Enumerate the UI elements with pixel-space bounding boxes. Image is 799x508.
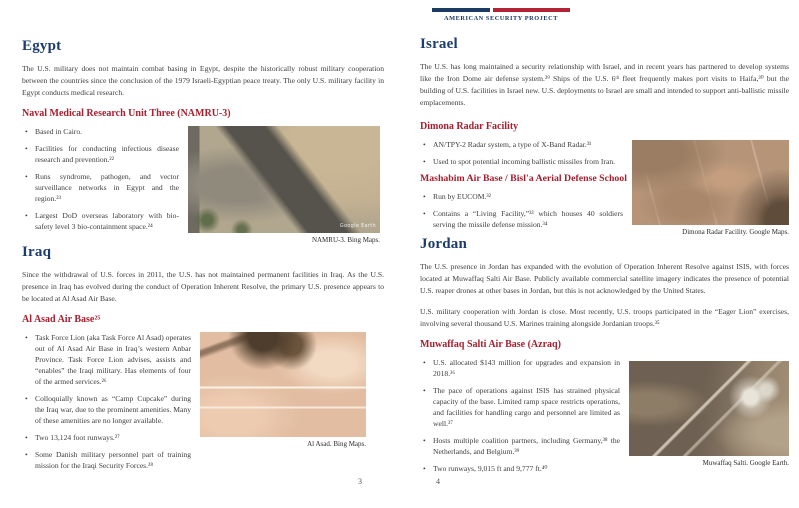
section-title-iraq: Iraq (22, 244, 52, 260)
bullet-text: • Two runways, 9,015 ft and 9,777 ft.⁴⁰ (433, 464, 548, 473)
list-item (22, 393, 191, 426)
google-earth-watermark: Google Earth (339, 223, 376, 229)
bullet-text: • Some Danish military personnel part of training mission for the Iraqi Security Forces.²⁸ (35, 450, 191, 470)
namru-satellite-image (188, 126, 380, 233)
list-item (22, 126, 179, 137)
section-title-israel: Israel (420, 36, 458, 52)
subsection-heading-namru: Naval Medical Research Unit Three (NAMRU-3) (22, 108, 231, 119)
bullet-text: • Contains a “Living Facility,”³³ which houses 40 soldiers serving the missile defense mission.³⁴ (433, 209, 623, 229)
jordan-intro-paragraph-1: The U.S. presence in Jordan has expanded with the evolution of Operation Inherent Resolve against ISIS, with forces located at Muwaffaq Salti Air Base. Publicly available commercial satellite imagery indicates the presence of potential U.S. reaper drones at other bases in Jordan, but this is not acknowledged by the United States. (420, 262, 789, 295)
israel-left-column (420, 118, 632, 236)
muwaffaq-image-caption: Muwaffaq Salti. Google Earth. (702, 459, 789, 467)
list-item (22, 210, 179, 232)
muwaffaq-bullet-list (420, 357, 629, 480)
list-item (420, 139, 623, 150)
bullet-text: • U.S. allocated $143 million for upgrades and expansion in 2018.³⁶ (433, 358, 620, 378)
bullet-text: • Run by EUCOM.³² (433, 192, 491, 201)
jordan-intro-paragraph-2: U.S. military cooperation with Jordan is close. Most recently, U.S. troops participated in the “Eager Lion” exercises, involving several thousand U.S. Marines training alongside Jordanian troops.³⁵ (420, 307, 789, 328)
subsection-heading-muwaffaq: Muwaffaq Salti Air Base (Azraq) (420, 339, 561, 350)
bullet-text: • AN/TPY-2 Radar system, a type of X-Band Radar.³¹ (433, 140, 592, 149)
alasad-satellite-image (200, 332, 366, 437)
dimona-image-caption: Dimona Radar Facility. Google Maps. (682, 228, 789, 236)
namru-figure (188, 126, 380, 244)
list-item (22, 449, 191, 471)
page-4 (400, 0, 799, 508)
alasad-image-caption: Al Asad. Bing Maps. (307, 440, 366, 448)
alasad-bullet-list (22, 332, 200, 477)
bullet-text: • Runs syndrome, pathogen, and vector surveillance networks in Egypt and the region.²³ (35, 172, 179, 203)
bullet-text: • Used to spot potential incoming ballistic missiles from Iran. (433, 157, 616, 166)
namru-image-caption: NAMRU-3. Bing Maps. (311, 236, 380, 244)
subsection-heading-dimona: Dimona Radar Facility (420, 121, 519, 132)
asp-logo-bar (432, 8, 570, 12)
namru-columns (22, 126, 384, 244)
egypt-intro-paragraph: The U.S. military does not maintain combat basing in Egypt, despite the historically robust military cooperation between the countries since the conclusion of the 1979 Israeli-Egyptian peace treaty. The only U.S. military facility in Egypt conducts medical research. (22, 64, 384, 97)
asp-logo (432, 8, 570, 22)
bullet-text: • Largest DoD overseas laboratory with bio-safety level 3 bio-containment space.²⁴ (35, 211, 179, 231)
bullet-text: • Task Force Lion (aka Task Force Al Asad) operates out of Al Asad Air Base in Iraq’s western Anbar Province. Task Force Lion advises, assists and “enables” the Iraqi military. Has elements of four of the armed services.²⁶ (35, 333, 191, 386)
section-title-jordan: Jordan (420, 236, 468, 252)
bullet-text: • Two 13,124 foot runways.²⁷ (35, 433, 120, 442)
page-number-right: 4 (436, 477, 440, 486)
bullet-text: • Based in Cairo. (35, 127, 83, 136)
list-item (420, 156, 623, 167)
israel-columns (420, 118, 789, 236)
israel-intro-paragraph: The U.S. has long maintained a security relationship with Israel, and in recent years has partnered to develop systems like the Iron Dome air defense system.²⁹ Ships of the U.S. 6ᵗʰ fleet frequently makes port visits to Haifa,³⁰ but the building of U.S. facilities in Israel new. U.S. deployments to Israel are small and intended to support anti-ballistic missile emplacements. (420, 62, 789, 107)
list-item (22, 143, 179, 165)
list-item (420, 463, 620, 474)
list-item (420, 357, 620, 379)
muwaffaq-columns (420, 357, 789, 480)
logo-navy-bar (432, 8, 490, 12)
list-item (420, 208, 623, 230)
bullet-text: • Colloquially known as “Camp Cupcake” during the Iraq war, due to the prominent amenities. Many of these amenities are no longer available. (35, 394, 191, 425)
list-item (22, 171, 179, 204)
iraq-intro-paragraph: Since the withdrawal of U.S. forces in 2011, the U.S. has not maintained permanent facilities in Iraq. As the U.S. presence in Iraq has evolved during the conduct of Operation Inherent Resolve, the primary U.S. presence appears to be located at Al Asad Air Base. (22, 270, 384, 303)
dimona-satellite-image (632, 140, 789, 225)
list-item (420, 435, 620, 457)
asp-logo-wordmark: AMERICAN SECURITY PROJECT (444, 15, 558, 22)
alasad-columns (22, 332, 384, 477)
list-item (420, 385, 620, 429)
alasad-figure (200, 332, 366, 448)
muwaffaq-figure (629, 361, 789, 467)
subsection-heading-alasad: Al Asad Air Base²⁵ (22, 314, 101, 325)
dimona-figure (632, 140, 789, 236)
logo-red-bar (493, 8, 570, 12)
namru-bullet-list (22, 126, 188, 238)
subsection-heading-mashabim: Mashabim Air Base / Bisl'a Aerial Defense School (420, 173, 627, 184)
bullet-text: • The pace of operations against ISIS has strained physical capacity of the base. Limited ramp space restricts operations, and facilities for handling cargo and personnel are limited as well.³⁷ (433, 386, 620, 428)
bullet-text: • Hosts multiple coalition partners, including Germany,³⁸ the Netherlands, and Belgium.³⁹ (433, 436, 620, 456)
list-item (22, 332, 191, 387)
page-number-left: 3 (358, 477, 362, 486)
bullet-text: • Facilities for conducting infectious disease research and prevention.²² (35, 144, 179, 164)
list-item (22, 432, 191, 443)
muwaffaq-satellite-image (629, 361, 789, 456)
list-item (420, 191, 623, 202)
section-title-egypt: Egypt (22, 38, 62, 54)
